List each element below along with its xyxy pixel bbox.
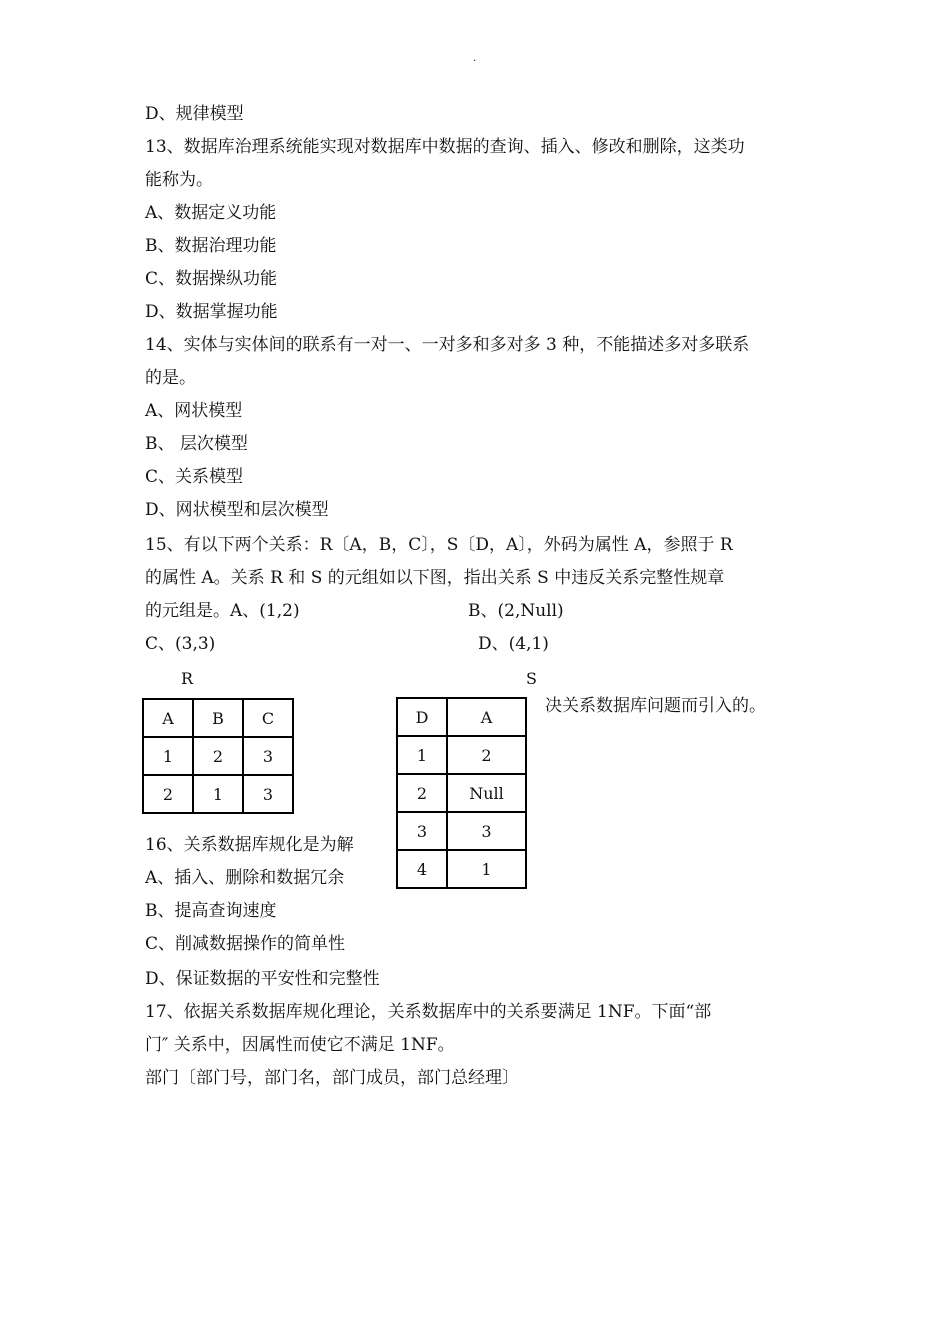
q14-option-a: A、网状模型 [145, 401, 243, 421]
table-row [397, 736, 526, 774]
table-cell: D [397, 698, 447, 736]
table-cell: 1 [447, 850, 526, 888]
q15-option-b: B、(2,Null) [468, 601, 564, 621]
table-cell: 1 [143, 737, 193, 775]
q16-stem: 16、关系数据库规化是为解 [145, 835, 354, 855]
q14-option-b: B、 层次模型 [145, 434, 248, 454]
q13-stem-line1: 13、数据库治理系统能实现对数据库中数据的查询、插入、修改和删除，这类功 [145, 137, 745, 157]
q16-option-a: A、插入、删除和数据冗余 [145, 868, 345, 888]
page-header-dot: . [473, 53, 477, 64]
q14-stem-line1: 14、实体与实体间的联系有一对一、一对多和多对多 3 种，不能描述多对多联系 [145, 335, 750, 355]
table-row [143, 775, 293, 813]
table-row [397, 850, 526, 888]
q13-option-c: C、数据操纵功能 [145, 269, 278, 289]
q12-option-d: D、规律模型 [145, 104, 244, 124]
table-cell: 3 [397, 812, 447, 850]
q17-stem-line1: 17、依据关系数据库规化理论，关系数据库中的关系要满足 1NF。下面“部 [145, 1002, 712, 1022]
table-cell: 4 [397, 850, 447, 888]
q16-option-b: B、提高查询速度 [145, 901, 277, 921]
table-s-label: S [526, 669, 537, 688]
table-cell: A [143, 699, 193, 737]
q13-stem-line2: 能称为。 [145, 170, 213, 190]
q14-option-d: D、网状模型和层次模型 [145, 500, 329, 520]
table-cell: 2 [397, 774, 447, 812]
q14-option-c: C、关系模型 [145, 467, 244, 487]
q16-option-c: C、削减数据操作的简单性 [145, 934, 346, 954]
q15-stem-line2: 的属性 A。关系 R 和 S 的元组如以下图，指出关系 S 中违反关系完整性规章 [145, 568, 725, 588]
table-cell: 2 [447, 736, 526, 774]
table-cell: B [193, 699, 243, 737]
table-row [143, 699, 293, 737]
relation-r-table [142, 698, 294, 814]
table-cell: 2 [143, 775, 193, 813]
table-cell: 2 [193, 737, 243, 775]
table-cell: 3 [447, 812, 526, 850]
table-r-label: R [181, 669, 194, 688]
q15-stem-line3: 的元组是。A、(1,2) [145, 601, 300, 621]
table-cell: 3 [243, 775, 293, 813]
q16-stem-continuation: 决关系数据库问题而引入的。 [545, 696, 766, 716]
q17-stem-line2: 门″ 关系中，因属性而使它不满足 1NF。 [145, 1035, 455, 1055]
q17-relation-schema: 部门〔部门号，部门名，部门成员，部门总经理〕 [145, 1068, 519, 1088]
table-row [397, 698, 526, 736]
table-row [397, 774, 526, 812]
table-cell: 3 [243, 737, 293, 775]
relation-s-table [396, 697, 527, 889]
q15-option-c: C、(3,3) [145, 634, 216, 654]
q13-option-d: D、数据掌握功能 [145, 302, 278, 322]
table-row [397, 812, 526, 850]
table-cell: C [243, 699, 293, 737]
table-cell: Null [447, 774, 526, 812]
q13-option-a: A、数据定义功能 [145, 203, 277, 223]
table-cell: 1 [193, 775, 243, 813]
q14-stem-line2: 的是。 [145, 368, 196, 388]
table-cell: A [447, 698, 526, 736]
q16-option-d: D、保证数据的平安性和完整性 [145, 969, 380, 989]
q13-option-b: B、数据治理功能 [145, 236, 277, 256]
table-cell: 1 [397, 736, 447, 774]
q15-stem-line1: 15、有以下两个关系：R〔A，B，C〕，S〔D，A〕，外码为属性 A，参照于 R [145, 535, 733, 555]
table-row [143, 737, 293, 775]
q15-option-d: D、(4,1) [478, 634, 549, 654]
